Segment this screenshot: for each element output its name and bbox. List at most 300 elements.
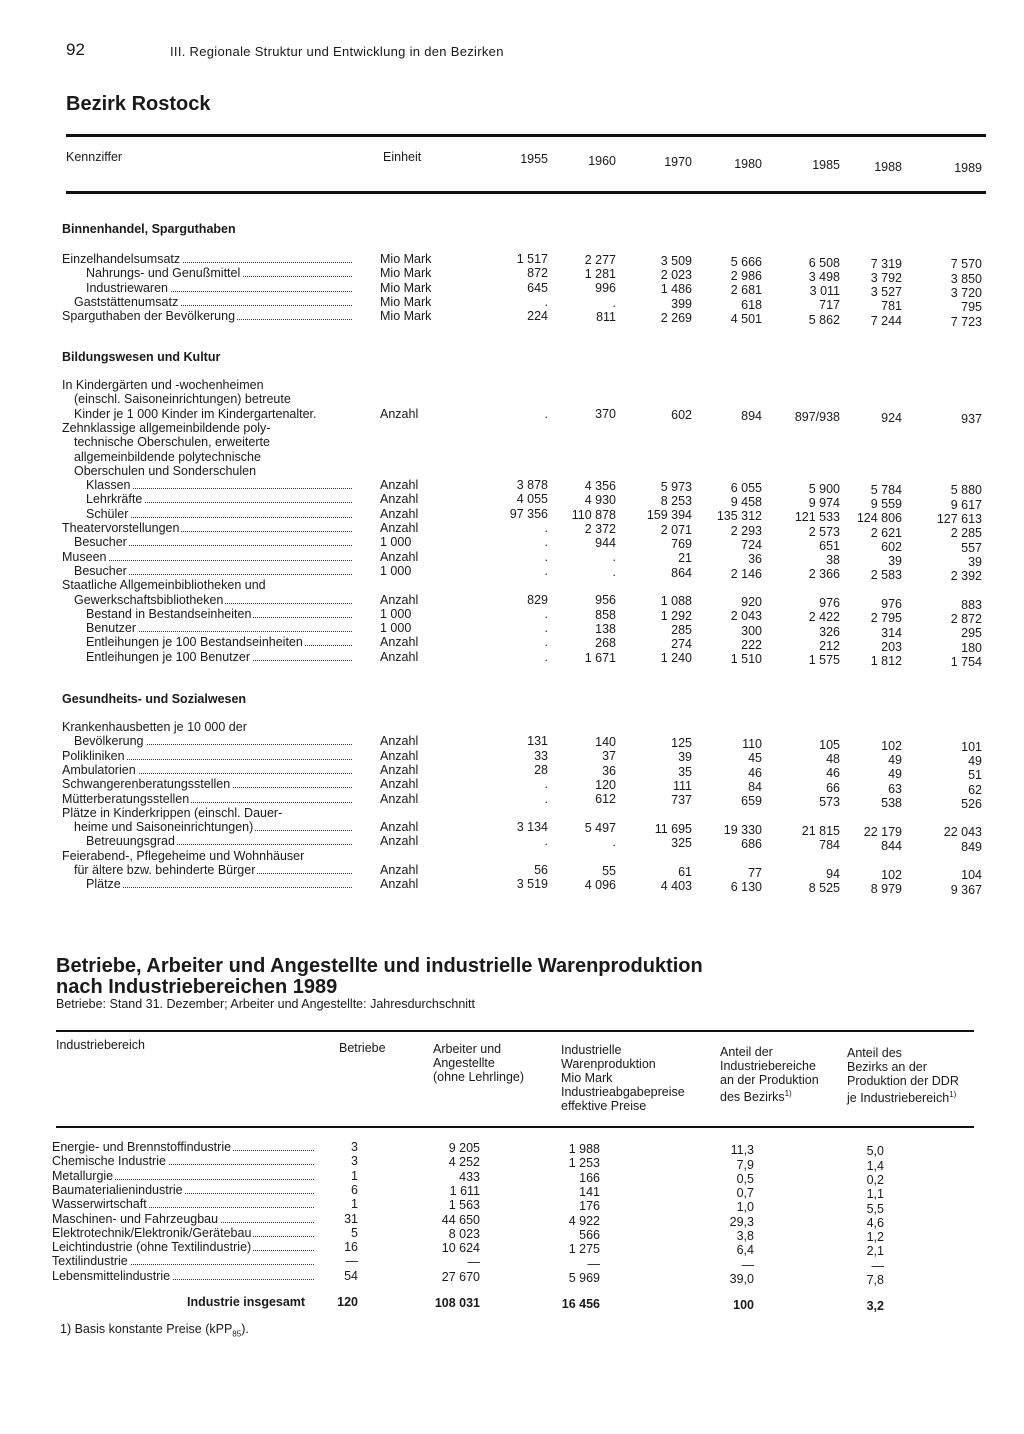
table-row [0,280,1024,300]
row-label: Plätze in Kinderkrippen (einschl. Dauer- [62,805,283,820]
cell-value: 325 [671,836,692,851]
year-header-1955: 1955 [520,152,548,166]
cell-value: 19 330 [723,822,762,837]
cell-value: 956 [595,593,616,608]
cell-value: 5 862 [808,312,840,327]
table-row [0,849,1024,863]
cell-value: 4 922 [568,1213,600,1228]
table-row [0,734,1024,754]
cell-value: 4 096 [584,878,616,893]
cell-value: 8 979 [870,881,902,896]
row-label: Maschinen- und Fahrzeugbau [52,1211,219,1226]
table-row [0,492,1024,512]
row-label: Museen [62,549,107,564]
cell-value: 121 533 [794,510,840,525]
row-label: Textilindustrie [52,1254,128,1269]
cell-value: 3 [351,1140,358,1154]
cell-value: 131 [527,734,548,749]
table-row [0,421,1024,435]
cell-value: 5,5 [866,1201,884,1216]
cell-value: 829 [527,592,548,607]
cell-value: 1,1 [866,1187,884,1202]
cell-value: 46 [748,765,762,780]
cell-value: 6 [351,1182,358,1197]
cell-value: 1 253 [568,1156,600,1171]
cell-value: 166 [579,1170,600,1185]
cell-value: 77 [748,865,762,880]
cell-value: 125 [671,736,692,751]
cell-value: . [544,606,548,621]
table-row [0,406,1024,426]
cell-value: 2 043 [730,609,762,624]
cell-value: . [544,521,548,535]
cell-value: 4 403 [660,879,692,894]
cell-value: 5 784 [870,482,902,497]
row-label: Feierabend-, Pflegeheime und Wohnhäuser [62,848,305,863]
cell-value: 45 [748,751,762,766]
cell-value: 7,8 [866,1273,884,1288]
cell-value: 5 666 [730,254,762,269]
t2-header-betriebe: Betriebe [339,1041,386,1055]
row-label: Entleihungen je 100 Bestandseinheiten [86,635,303,650]
table2-row [0,1268,1024,1288]
table1-top-rule [66,134,986,137]
row-label: Besucher [74,563,127,578]
cell-value: 2 366 [808,567,840,582]
row-label: Energie- und Brennstoffindustrie [52,1140,232,1154]
table2-row [0,1225,1024,1245]
t2-header-industriebereich: Industriebereich [56,1038,145,1052]
table-row [0,252,1024,272]
cell-value: 11,3 [730,1143,754,1158]
row-label: Kinder je 1 000 Kinder im Kindergartenalter. [74,406,317,421]
cell-value: 849 [961,839,982,854]
cell-value: 3 527 [870,285,902,300]
row-unit: Mio Mark [380,252,432,266]
row-label: Lehrkräfte [86,492,143,507]
cell-value: 44 650 [441,1212,480,1227]
cell-value: . [544,621,548,636]
cell-value: 39 [888,554,902,569]
cell-value: 0,5 [736,1171,754,1186]
cell-value: 1 088 [660,594,692,609]
row-label: In Kindergärten und -wochenheimen [62,378,264,392]
cell-value: 10 624 [441,1241,480,1256]
cell-value: 105 [819,737,840,752]
cell-value: 769 [671,537,692,552]
table-row [0,820,1024,840]
cell-value: 1 281 [584,267,616,282]
cell-value: 784 [819,837,840,852]
table-row [0,266,1024,286]
cell-value: 1 [351,1168,358,1183]
cell-value: 2 392 [950,569,982,584]
cell-value: 48 [826,752,840,767]
year-header-1960: 1960 [588,153,616,168]
table-row [0,435,1024,449]
cell-value: 1 486 [660,282,692,297]
year-header-1988: 1988 [874,159,902,174]
cell-value: 557 [961,540,982,555]
cell-value: 1 275 [568,1242,600,1257]
table-row [0,748,1024,768]
cell-value: 872 [527,266,548,281]
cell-value: 920 [741,595,762,610]
cell-value: 894 [741,409,762,424]
cell-value: — [871,1258,884,1273]
row-label: Ambulatorien [62,762,136,777]
cell-value: . [544,649,548,664]
cell-value: 897/938 [794,410,840,425]
cell-value: 5 973 [660,479,692,494]
cell-value: 39 [968,554,982,569]
cell-value: 2 573 [808,524,840,539]
row-label: für ältere bzw. behinderte Bürger [74,863,256,877]
table-row [0,563,1024,584]
cell-value: 9 205 [448,1141,480,1156]
row-unit: Anzahl [380,877,419,892]
row-label: Elektrotechnik/Elektronik/Gerätebau [52,1225,252,1240]
table-row [0,806,1024,820]
cell-value: 102 [881,738,902,753]
cell-value: 110 878 [571,507,616,522]
row-label: heime und Saisoneinrichtungen) [74,820,254,835]
cell-value: 602 [671,408,692,423]
table-row [0,294,1024,315]
table-row [0,506,1024,527]
cell-value: . [612,835,616,850]
cell-value: 39 [678,750,692,765]
cell-value: — [587,1256,600,1271]
cell-value: 844 [881,838,902,853]
row-label: Chemische Industrie [52,1154,166,1169]
cell-value: 2,1 [866,1244,884,1259]
row-label: Klassen [86,478,131,493]
cell-value: 97 356 [509,506,548,521]
cell-value: 295 [961,626,982,641]
cell-value: 39,0 [729,1271,754,1286]
cell-value: 212 [819,638,840,653]
row-label: Polikliniken [62,748,125,763]
table1-header-rule [66,191,986,194]
cell-value: 526 [961,796,982,811]
row-unit: Anzahl [380,492,419,507]
cell-value: 924 [881,411,902,426]
row-label: allgemeinbildende polytechnische [74,449,261,464]
table-row [0,863,1024,883]
section-title: Binnenhandel, Sparguthaben [62,222,236,236]
cell-value: 49 [968,753,982,768]
cell-value: 104 [961,868,982,883]
table2-title-line2: nach Industriebereichen 1989 [56,976,338,998]
row-unit: Anzahl [380,734,419,749]
cell-value: 651 [819,538,840,553]
cell-value: 110 [742,736,762,751]
cell-value: 4 356 [584,478,616,493]
cell-value: 2 285 [950,526,982,541]
cell-value: 2 372 [584,521,616,536]
cell-value: 8 253 [660,494,692,509]
row-unit: 1 000 [380,621,412,636]
row-label: Gewerkschaftsbibliotheken [74,592,224,607]
row-unit: Anzahl [380,820,419,835]
cell-value: 1,4 [866,1158,884,1173]
table-row [0,592,1024,612]
table-row [0,621,1024,641]
cell-value: 1 754 [950,655,982,670]
row-label: Baumaterialienindustrie [52,1182,183,1197]
row-unit: Mio Mark [380,309,432,324]
row-label: Oberschulen und Sonderschulen [74,463,257,478]
table-row [0,521,1024,541]
cell-value: 9 974 [808,495,840,510]
cell-value: . [544,294,548,309]
table-row [0,606,1024,627]
cell-value: 141 [579,1185,600,1200]
cell-value: 3 519 [516,877,548,892]
cell-value: 21 [678,551,692,566]
cell-value: 566 [579,1227,600,1242]
table-row [0,378,1024,392]
cell-value: 370 [595,407,616,422]
row-label: Bestand in Bestandseinheiten [86,606,252,621]
cell-value: 0,7 [736,1186,754,1201]
cell-value: 686 [741,837,762,852]
t2-header-anteil-ddr [847,1046,959,1105]
row-label: Benutzer [86,621,137,636]
table2-row [0,1168,1024,1187]
cell-value: 224 [527,309,548,324]
row-unit: Anzahl [380,834,419,849]
cell-value: 1 292 [660,608,692,623]
cell-value: 538 [881,796,902,810]
total-value: 3,2 [866,1299,884,1314]
cell-value: 2 621 [870,525,902,540]
row-unit: Anzahl [380,478,419,493]
table-row [0,777,1024,797]
table-row [0,720,1024,734]
cell-value: 612 [595,792,616,807]
cell-value: . [544,777,548,792]
cell-value: 399 [671,296,692,311]
cell-value: 37 [602,749,616,764]
cell-value: 7 319 [870,256,902,271]
year-header-1980: 1980 [734,156,762,171]
cell-value: 35 [678,764,692,779]
row-unit: Mio Mark [380,294,432,309]
cell-value: 2 986 [730,268,762,283]
row-label: Wasserwirtschaft [52,1197,147,1212]
running-header: III. Regionale Struktur und Entwicklung in den Bezirken [170,44,504,59]
cell-value: 2 023 [660,268,692,283]
cell-value: 7 723 [950,314,982,329]
row-unit: Anzahl [380,748,419,763]
cell-value: 1 671 [584,650,616,665]
table-row [0,834,1024,854]
cell-value: 4 501 [730,311,762,326]
cell-value: 2 293 [730,523,762,538]
cell-value: 944 [595,536,616,551]
col-header-einheit: Einheit [383,150,422,164]
cell-value: 16 [344,1240,358,1255]
cell-value: . [612,550,616,565]
cell-value: 602 [881,539,902,554]
table-row [0,450,1024,464]
cell-value: — [467,1255,480,1270]
cell-value: 56 [534,863,548,877]
row-label: Gaststättenumsatz [74,294,179,309]
cell-value: — [741,1257,754,1272]
cell-value: 274 [671,637,692,652]
cell-value: 3 [351,1154,358,1169]
footnote-mark: 1) [784,1089,792,1098]
t2-header-anteil-bezirk [720,1045,819,1104]
cell-value: 285 [671,622,692,637]
row-label: Besucher [74,535,127,550]
cell-value: 781 [881,299,902,314]
cell-value: 27 670 [441,1269,480,1284]
cell-value: 1,0 [736,1200,754,1215]
cell-value: 618 [741,297,762,312]
row-unit: Anzahl [380,863,419,877]
cell-value: 6 055 [730,480,762,495]
page-title: Bezirk Rostock [66,93,211,115]
row-unit: Anzahl [380,592,419,607]
cell-value: 49 [888,753,902,768]
cell-value: . [544,834,548,849]
cell-value: 46 [826,766,840,781]
cell-value: 127 613 [936,512,982,527]
table2-row [0,1154,1024,1173]
cell-value: 858 [595,607,616,622]
cell-value: . [612,564,616,579]
cell-value: 84 [748,779,762,794]
cell-value: 2 681 [730,283,762,298]
cell-value: 864 [671,565,692,580]
cell-value: 5 [351,1225,358,1240]
total-value: 108 031 [434,1296,480,1311]
cell-value: 51 [968,768,982,783]
cell-value: 1 517 [516,252,548,266]
row-unit: Anzahl [380,506,419,521]
cell-value: 9 617 [950,497,982,512]
cell-value: 976 [819,596,840,611]
cell-value: 62 [968,782,982,797]
section-title: Gesundheits- und Sozialwesen [62,692,247,706]
total-value: 16 456 [561,1297,600,1312]
cell-value: . [544,535,548,550]
cell-value: 737 [671,793,692,808]
table-row [0,478,1024,498]
cell-value: 94 [826,866,840,881]
table2-row [0,1197,1024,1216]
cell-value: 8 525 [808,880,840,895]
cell-value: 49 [888,767,902,782]
row-label: Theatervorstellungen [62,521,180,535]
leader-dots [86,878,352,888]
cell-value: 0,2 [866,1172,884,1187]
table2-subtitle: Betriebe: Stand 31. Dezember; Arbeiter und Angestellte: Jahresdurchschnitt [56,997,475,1011]
cell-value: 2 269 [660,310,692,325]
table2-header-rule [56,1126,974,1128]
cell-value: 22 179 [863,824,902,839]
row-unit: Anzahl [380,791,419,806]
table-row [0,535,1024,555]
cell-value: 4 930 [584,493,616,508]
table-row [0,578,1024,592]
row-unit: Mio Mark [380,280,432,295]
table2-top-rule [56,1030,974,1032]
table-row [0,877,1024,897]
t2-header-arbeiter: Arbeiter und Angestellte (ohne Lehrlinge) [433,1042,525,1084]
cell-value: 268 [595,636,616,651]
cell-value: 6 130 [730,879,762,894]
cell-value: 55 [602,863,616,878]
row-unit: 1 000 [380,535,412,550]
cell-value: 3 792 [870,270,902,285]
cell-value: 1 988 [568,1142,600,1157]
cell-value: 180 [961,640,982,655]
cell-value: 4 252 [448,1155,480,1170]
t2-header-produktion: Industrielle Warenproduktion Mio Mark Industrieabgabepreise effektive Preise [561,1043,685,1113]
cell-value: 1 575 [808,653,840,668]
cell-value: 5 969 [568,1270,600,1285]
cell-value: 976 [881,597,902,611]
cell-value: 3 134 [516,820,548,835]
t2-header-anteil-ddr-text: Anteil des Bezirks an der Produktion der DDR je Industriebereich [847,1046,959,1106]
cell-value: 124 806 [856,511,902,526]
table2-row [0,1211,1024,1230]
cell-value: 1 240 [660,651,692,666]
row-unit: 1 000 [380,606,412,621]
row-label: Staatliche Allgemeinbibliotheken und [62,578,266,593]
cell-value: 28 [534,762,548,777]
cell-value: 7 570 [950,257,982,272]
row-label: Entleihungen je 100 Benutzer [86,649,251,664]
footnote: 1) Basis konstante Preise (kPP$_{85}$). [60,1322,249,1339]
section-title: Bildungswesen und Kultur [62,350,221,364]
row-unit: 1 000 [380,563,412,578]
cell-value: 135 312 [716,509,762,524]
cell-value: 433 [459,1169,480,1184]
cell-value: 3 509 [660,253,692,268]
table-row [0,791,1024,811]
cell-value: 4 055 [516,492,548,507]
cell-value: 2 583 [870,568,902,583]
cell-value: 9 367 [950,882,982,897]
row-label: Industriewaren [86,280,168,295]
total-label: Industrie insgesamt [187,1295,306,1309]
cell-value: 21 815 [801,823,840,838]
row-unit: Anzahl [380,549,419,564]
cell-value: 724 [741,537,762,552]
cell-value: 29,3 [729,1214,754,1229]
row-unit: Anzahl [380,777,419,792]
cell-value: 61 [678,864,692,879]
row-unit: Anzahl [380,762,419,777]
cell-value: . [612,295,616,310]
cell-value: 326 [819,624,840,639]
cell-value: 659 [741,794,762,809]
cell-value: 883 [961,597,982,612]
cell-value: 38 [826,553,840,568]
table-row [0,649,1024,670]
row-label: Mütterberatungsstellen [62,791,190,806]
cell-value: 1 563 [448,1198,480,1213]
year-header-1970: 1970 [664,155,692,169]
table-row [0,309,1024,329]
cell-value: 7 244 [870,313,902,328]
